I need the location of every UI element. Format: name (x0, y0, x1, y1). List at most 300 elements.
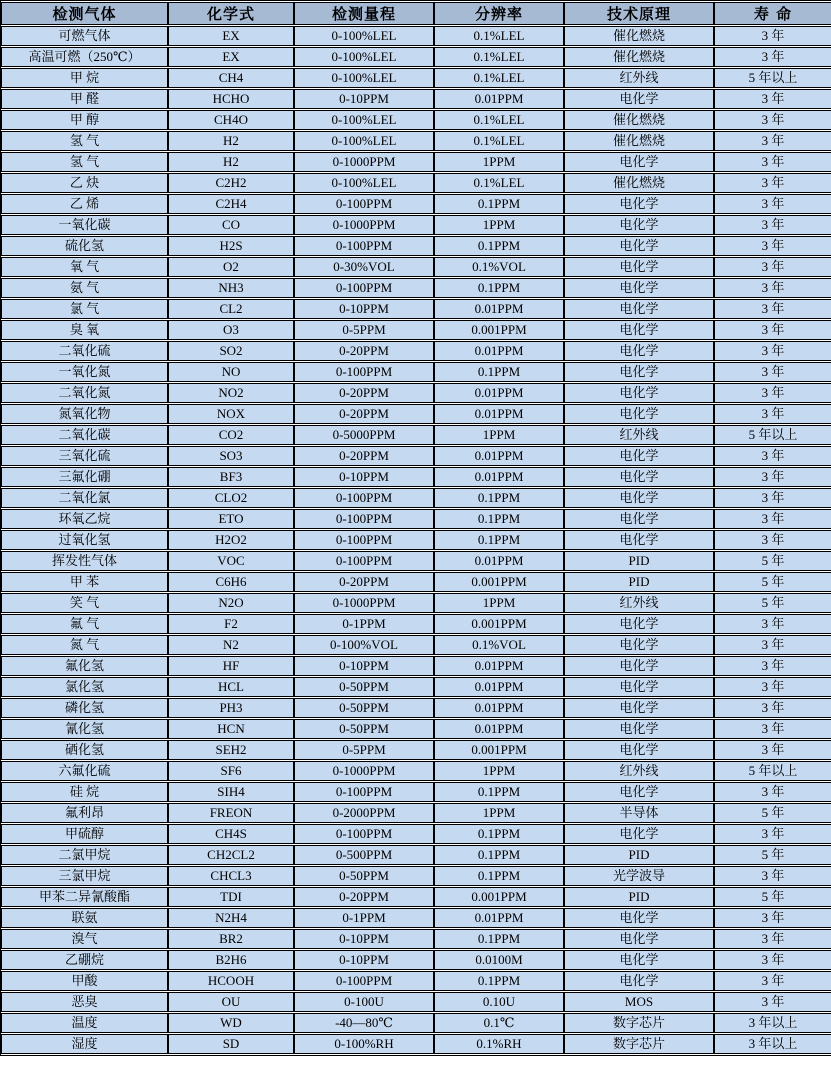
cell-formula: EX (168, 47, 294, 67)
cell-principle: 电化学 (564, 698, 714, 718)
cell-resolution: 0.01PPM (434, 698, 564, 718)
cell-gas: 联氨 (1, 908, 168, 928)
cell-lifespan: 3 年 (714, 509, 831, 529)
cell-lifespan: 3 年 (714, 215, 831, 235)
cell-resolution: 0.1PPM (434, 509, 564, 529)
cell-range: 0-10PPM (294, 467, 434, 487)
cell-principle: 电化学 (564, 383, 714, 403)
cell-principle: 电化学 (564, 215, 714, 235)
cell-lifespan: 3 年 (714, 173, 831, 193)
cell-gas: 恶臭 (1, 992, 168, 1012)
cell-formula: SIH4 (168, 782, 294, 802)
cell-principle: 催化燃烧 (564, 173, 714, 193)
table-row (1, 131, 831, 151)
cell-formula: TDI (168, 887, 294, 907)
table-row (1, 971, 831, 991)
cell-resolution: 0.1PPM (434, 278, 564, 298)
table-row (1, 908, 831, 928)
cell-formula: SEH2 (168, 740, 294, 760)
cell-gas: 氨 气 (1, 278, 168, 298)
cell-lifespan: 3 年 (714, 236, 831, 256)
cell-range: 0-100PPM (294, 509, 434, 529)
cell-principle: 数字芯片 (564, 1013, 714, 1033)
table-row (1, 446, 831, 466)
cell-formula: C2H2 (168, 173, 294, 193)
cell-principle: 红外线 (564, 425, 714, 445)
cell-principle: 电化学 (564, 740, 714, 760)
cell-range: 0-100%LEL (294, 173, 434, 193)
cell-gas: 二氧化硫 (1, 341, 168, 361)
cell-lifespan: 3 年 (714, 635, 831, 655)
cell-gas: 甲 醛 (1, 89, 168, 109)
col-header-formula: 化学式 (168, 2, 294, 25)
cell-resolution: 1PPM (434, 803, 564, 823)
cell-resolution: 0.01PPM (434, 299, 564, 319)
cell-resolution: 0.1PPM (434, 824, 564, 844)
table-row (1, 194, 831, 214)
cell-range: 0-100PPM (294, 488, 434, 508)
cell-principle: 光学波导 (564, 866, 714, 886)
cell-gas: 甲硫醇 (1, 824, 168, 844)
table-row (1, 215, 831, 235)
cell-lifespan: 3 年 (714, 866, 831, 886)
cell-range: 0-2000PPM (294, 803, 434, 823)
cell-resolution: 0.01PPM (434, 404, 564, 424)
cell-resolution: 0.1PPM (434, 845, 564, 865)
cell-lifespan: 3 年 (714, 320, 831, 340)
cell-formula: O3 (168, 320, 294, 340)
cell-lifespan: 5 年以上 (714, 761, 831, 781)
table-body (1, 26, 831, 1054)
cell-principle: 电化学 (564, 320, 714, 340)
cell-gas: 环氧乙烷 (1, 509, 168, 529)
cell-principle: 电化学 (564, 89, 714, 109)
cell-formula: CH4O (168, 110, 294, 130)
cell-gas: 硅 烷 (1, 782, 168, 802)
table-row (1, 425, 831, 445)
table-row (1, 404, 831, 424)
cell-principle: 电化学 (564, 488, 714, 508)
table-row (1, 173, 831, 193)
cell-range: 0-50PPM (294, 866, 434, 886)
cell-resolution: 0.1PPM (434, 194, 564, 214)
cell-range: 0-10PPM (294, 656, 434, 676)
cell-gas: 甲 苯 (1, 572, 168, 592)
table-row (1, 362, 831, 382)
cell-lifespan: 3 年 (714, 299, 831, 319)
cell-range: 0-1000PPM (294, 761, 434, 781)
cell-formula: FREON (168, 803, 294, 823)
cell-gas: 乙 烯 (1, 194, 168, 214)
cell-lifespan: 5 年 (714, 593, 831, 613)
cell-gas: 温度 (1, 1013, 168, 1033)
cell-gas: 三氟化硼 (1, 467, 168, 487)
cell-gas: 三氧化硫 (1, 446, 168, 466)
cell-lifespan: 3 年 (714, 89, 831, 109)
cell-range: 0-100%VOL (294, 635, 434, 655)
cell-formula: N2O (168, 593, 294, 613)
cell-range: 0-100PPM (294, 530, 434, 550)
cell-formula: WD (168, 1013, 294, 1033)
table-row (1, 152, 831, 172)
cell-gas: 甲 醇 (1, 110, 168, 130)
cell-principle: 电化学 (564, 236, 714, 256)
cell-lifespan: 5 年 (714, 572, 831, 592)
cell-gas: 二氧化氮 (1, 383, 168, 403)
cell-lifespan: 3 年 (714, 467, 831, 487)
table-row (1, 320, 831, 340)
cell-resolution: 0.1PPM (434, 530, 564, 550)
cell-range: 0-1000PPM (294, 152, 434, 172)
cell-lifespan: 3 年 (714, 929, 831, 949)
cell-principle: 红外线 (564, 761, 714, 781)
table-row (1, 677, 831, 697)
cell-principle: 红外线 (564, 593, 714, 613)
cell-range: 0-100PPM (294, 194, 434, 214)
col-header-lifespan: 寿 命 (714, 2, 831, 25)
cell-resolution: 0.01PPM (434, 467, 564, 487)
cell-lifespan: 5 年 (714, 845, 831, 865)
cell-lifespan: 3 年 (714, 341, 831, 361)
cell-principle: 电化学 (564, 404, 714, 424)
cell-principle: 电化学 (564, 782, 714, 802)
table-row (1, 614, 831, 634)
cell-lifespan: 3 年 (714, 719, 831, 739)
table-row (1, 803, 831, 823)
cell-range: 0-100PPM (294, 278, 434, 298)
cell-lifespan: 3 年 (714, 47, 831, 67)
cell-range: 0-100PPM (294, 782, 434, 802)
cell-principle: 电化学 (564, 194, 714, 214)
cell-resolution: 0.1PPM (434, 362, 564, 382)
cell-gas: 磷化氢 (1, 698, 168, 718)
cell-range: 0-100%LEL (294, 110, 434, 130)
cell-range: 0-100PPM (294, 362, 434, 382)
cell-formula: H2 (168, 152, 294, 172)
cell-formula: BF3 (168, 467, 294, 487)
cell-lifespan: 5 年 (714, 887, 831, 907)
cell-lifespan: 3 年 (714, 152, 831, 172)
table-row (1, 761, 831, 781)
cell-resolution: 0.1PPM (434, 866, 564, 886)
cell-gas: 氯 气 (1, 299, 168, 319)
cell-principle: PID (564, 845, 714, 865)
cell-lifespan: 3 年 (714, 446, 831, 466)
cell-resolution: 0.001PPM (434, 740, 564, 760)
cell-gas: 二氧化氯 (1, 488, 168, 508)
cell-formula: CH2CL2 (168, 845, 294, 865)
cell-lifespan: 3 年 (714, 362, 831, 382)
cell-principle: PID (564, 551, 714, 571)
cell-range: 0-100%LEL (294, 68, 434, 88)
cell-range: 0-100PPM (294, 824, 434, 844)
cell-formula: PH3 (168, 698, 294, 718)
cell-principle: 半导体 (564, 803, 714, 823)
cell-principle: 电化学 (564, 341, 714, 361)
table-row (1, 26, 831, 46)
cell-resolution: 0.01PPM (434, 908, 564, 928)
cell-resolution: 0.1%LEL (434, 26, 564, 46)
cell-principle: 电化学 (564, 824, 714, 844)
cell-range: 0-1000PPM (294, 593, 434, 613)
cell-gas: 甲 烷 (1, 68, 168, 88)
cell-range: 0-1000PPM (294, 215, 434, 235)
cell-principle: 电化学 (564, 971, 714, 991)
cell-lifespan: 3 年 (714, 950, 831, 970)
cell-resolution: 0.1PPM (434, 929, 564, 949)
cell-gas: 氮氧化物 (1, 404, 168, 424)
cell-formula: SF6 (168, 761, 294, 781)
cell-gas: 乙 炔 (1, 173, 168, 193)
cell-resolution: 0.001PPM (434, 320, 564, 340)
cell-principle: 电化学 (564, 257, 714, 277)
table-row (1, 887, 831, 907)
cell-formula: H2 (168, 131, 294, 151)
cell-gas: 硫化氢 (1, 236, 168, 256)
cell-range: 0-20PPM (294, 383, 434, 403)
table-header (1, 2, 831, 25)
table-row (1, 950, 831, 970)
table-row (1, 572, 831, 592)
table-row (1, 467, 831, 487)
cell-range: 0-20PPM (294, 341, 434, 361)
cell-resolution: 1PPM (434, 425, 564, 445)
table-row (1, 89, 831, 109)
cell-formula: HCL (168, 677, 294, 697)
cell-range: 0-100PPM (294, 551, 434, 571)
cell-resolution: 0.1PPM (434, 236, 564, 256)
cell-range: 0-20PPM (294, 404, 434, 424)
cell-formula: H2O2 (168, 530, 294, 550)
cell-principle: PID (564, 572, 714, 592)
cell-resolution: 0.1%LEL (434, 68, 564, 88)
cell-lifespan: 3 年 (714, 530, 831, 550)
table-row (1, 992, 831, 1012)
cell-resolution: 0.01PPM (434, 656, 564, 676)
cell-formula: CO (168, 215, 294, 235)
cell-range: 0-5PPM (294, 320, 434, 340)
cell-gas: 氟利昂 (1, 803, 168, 823)
cell-range: 0-5PPM (294, 740, 434, 760)
cell-lifespan: 3 年 (714, 614, 831, 634)
cell-resolution: 1PPM (434, 593, 564, 613)
cell-principle: 催化燃烧 (564, 131, 714, 151)
cell-formula: HF (168, 656, 294, 676)
header-row (1, 2, 831, 25)
cell-principle: 催化燃烧 (564, 47, 714, 67)
cell-lifespan: 3 年 (714, 257, 831, 277)
cell-formula: B2H6 (168, 950, 294, 970)
cell-principle: 电化学 (564, 614, 714, 634)
cell-resolution: 0.1PPM (434, 488, 564, 508)
cell-gas: 氟化氢 (1, 656, 168, 676)
cell-resolution: 0.1%VOL (434, 257, 564, 277)
cell-resolution: 0.1PPM (434, 782, 564, 802)
table-row (1, 866, 831, 886)
table-row (1, 530, 831, 550)
cell-formula: BR2 (168, 929, 294, 949)
table-row (1, 740, 831, 760)
cell-formula: NH3 (168, 278, 294, 298)
cell-formula: CO2 (168, 425, 294, 445)
cell-resolution: 0.1%VOL (434, 635, 564, 655)
cell-lifespan: 3 年 (714, 194, 831, 214)
cell-resolution: 0.1%LEL (434, 110, 564, 130)
cell-gas: 二氯甲烷 (1, 845, 168, 865)
cell-formula: ETO (168, 509, 294, 529)
cell-resolution: 0.1%LEL (434, 47, 564, 67)
cell-gas: 甲酸 (1, 971, 168, 991)
cell-gas: 一氧化碳 (1, 215, 168, 235)
cell-principle: 电化学 (564, 446, 714, 466)
cell-gas: 乙硼烷 (1, 950, 168, 970)
cell-resolution: 1PPM (434, 215, 564, 235)
cell-lifespan: 3 年 (714, 824, 831, 844)
col-header-resolution: 分辨率 (434, 2, 564, 25)
cell-lifespan: 3 年 (714, 971, 831, 991)
table-row (1, 782, 831, 802)
cell-principle: 电化学 (564, 635, 714, 655)
cell-gas: 氧 气 (1, 257, 168, 277)
cell-range: 0-10PPM (294, 299, 434, 319)
cell-formula: C2H4 (168, 194, 294, 214)
table-row (1, 68, 831, 88)
cell-formula: HCN (168, 719, 294, 739)
table-row (1, 845, 831, 865)
cell-formula: N2 (168, 635, 294, 655)
cell-gas: 氰化氢 (1, 719, 168, 739)
cell-gas: 挥发性气体 (1, 551, 168, 571)
cell-resolution: 0.01PPM (434, 551, 564, 571)
cell-formula: HCOOH (168, 971, 294, 991)
cell-range: 0-1PPM (294, 614, 434, 634)
cell-lifespan: 5 年 (714, 803, 831, 823)
cell-range: 0-20PPM (294, 446, 434, 466)
cell-gas: 湿度 (1, 1034, 168, 1054)
cell-range: 0-100U (294, 992, 434, 1012)
cell-range: 0-10PPM (294, 929, 434, 949)
cell-principle: 电化学 (564, 929, 714, 949)
cell-formula: SO3 (168, 446, 294, 466)
cell-range: 0-30%VOL (294, 257, 434, 277)
table-row (1, 110, 831, 130)
cell-lifespan: 3 年 (714, 677, 831, 697)
cell-gas: 笑 气 (1, 593, 168, 613)
table-row (1, 593, 831, 613)
cell-formula: HCHO (168, 89, 294, 109)
table-row (1, 509, 831, 529)
cell-gas: 二氧化碳 (1, 425, 168, 445)
cell-resolution: 0.001PPM (434, 887, 564, 907)
cell-lifespan: 3 年 (714, 26, 831, 46)
cell-range: 0-100PPM (294, 236, 434, 256)
cell-gas: 甲苯二异氰酸酯 (1, 887, 168, 907)
cell-formula: H2S (168, 236, 294, 256)
table-row (1, 299, 831, 319)
cell-principle: 催化燃烧 (564, 26, 714, 46)
cell-lifespan: 3 年 (714, 740, 831, 760)
cell-range: 0-20PPM (294, 572, 434, 592)
cell-lifespan: 3 年以上 (714, 1034, 831, 1054)
cell-gas: 六氟化硫 (1, 761, 168, 781)
table-row (1, 551, 831, 571)
cell-lifespan: 3 年 (714, 110, 831, 130)
cell-lifespan: 3 年 (714, 782, 831, 802)
cell-lifespan: 3 年 (714, 698, 831, 718)
cell-gas: 氮 气 (1, 635, 168, 655)
cell-resolution: 0.1PPM (434, 971, 564, 991)
table-row (1, 341, 831, 361)
cell-gas: 氢 气 (1, 131, 168, 151)
table-row (1, 278, 831, 298)
table-row (1, 488, 831, 508)
cell-formula: CL2 (168, 299, 294, 319)
cell-range: 0-50PPM (294, 698, 434, 718)
cell-formula: SO2 (168, 341, 294, 361)
cell-gas: 三氯甲烷 (1, 866, 168, 886)
cell-gas: 氯化氢 (1, 677, 168, 697)
cell-lifespan: 3 年 (714, 131, 831, 151)
cell-resolution: 1PPM (434, 761, 564, 781)
cell-gas: 溴气 (1, 929, 168, 949)
cell-formula: NOX (168, 404, 294, 424)
cell-gas: 高温可燃（250℃） (1, 47, 168, 67)
cell-lifespan: 3 年 (714, 383, 831, 403)
cell-formula: SD (168, 1034, 294, 1054)
table-row (1, 383, 831, 403)
cell-range: 0-50PPM (294, 719, 434, 739)
table-row (1, 236, 831, 256)
cell-principle: 电化学 (564, 509, 714, 529)
table-row (1, 47, 831, 67)
cell-range: 0-100PPM (294, 971, 434, 991)
table-row (1, 257, 831, 277)
cell-gas: 氢 气 (1, 152, 168, 172)
cell-range: 0-100%LEL (294, 131, 434, 151)
cell-formula: OU (168, 992, 294, 1012)
cell-formula: CH4 (168, 68, 294, 88)
cell-resolution: 0.01PPM (434, 677, 564, 697)
cell-principle: 电化学 (564, 278, 714, 298)
cell-principle: 红外线 (564, 68, 714, 88)
cell-principle: MOS (564, 992, 714, 1012)
cell-principle: 催化燃烧 (564, 110, 714, 130)
cell-lifespan: 3 年 (714, 488, 831, 508)
cell-range: 0-100%LEL (294, 47, 434, 67)
cell-resolution: 0.1%LEL (434, 173, 564, 193)
cell-range: 0-500PPM (294, 845, 434, 865)
cell-formula: CH4S (168, 824, 294, 844)
cell-resolution: 0.01PPM (434, 341, 564, 361)
cell-principle: 电化学 (564, 530, 714, 550)
cell-lifespan: 5 年 (714, 551, 831, 571)
cell-principle: 电化学 (564, 950, 714, 970)
cell-principle: 电化学 (564, 152, 714, 172)
cell-gas: 臭 氧 (1, 320, 168, 340)
cell-lifespan: 3 年 (714, 278, 831, 298)
cell-principle: 电化学 (564, 467, 714, 487)
cell-lifespan: 5 年以上 (714, 68, 831, 88)
cell-principle: 电化学 (564, 299, 714, 319)
cell-range: 0-100%LEL (294, 26, 434, 46)
cell-principle: PID (564, 887, 714, 907)
cell-resolution: 0.01PPM (434, 719, 564, 739)
cell-formula: NO (168, 362, 294, 382)
table-row (1, 635, 831, 655)
cell-range: 0-10PPM (294, 89, 434, 109)
cell-principle: 电化学 (564, 362, 714, 382)
cell-gas: 过氧化氢 (1, 530, 168, 550)
